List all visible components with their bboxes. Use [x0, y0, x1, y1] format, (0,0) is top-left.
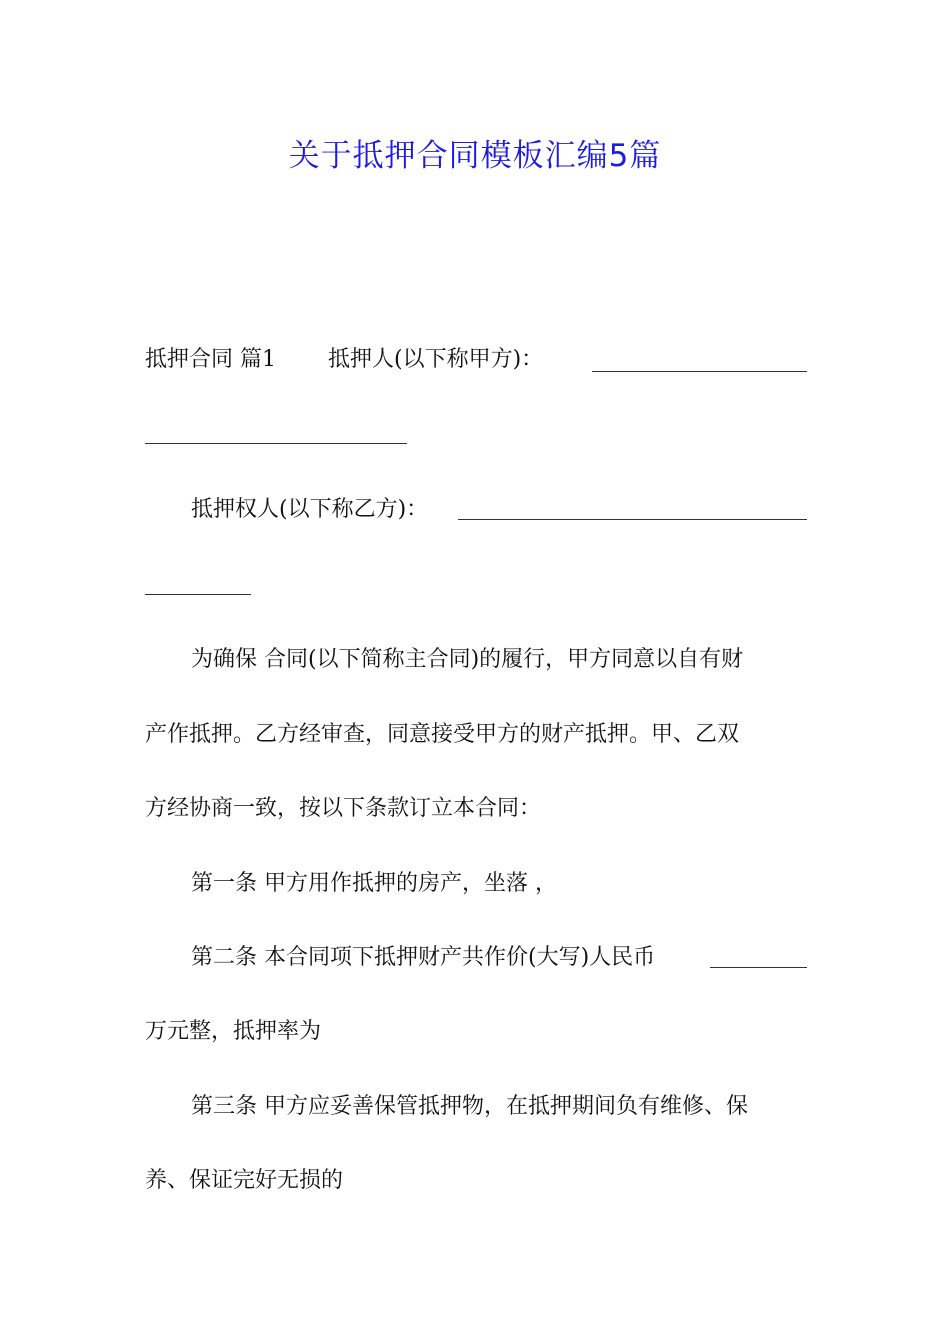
amount-blank [710, 966, 807, 968]
paragraph-line: 为确保 合同(以下简称主合同)的履行，甲方同意以自有财 [191, 647, 744, 672]
contract-heading: 抵押合同 篇1 [145, 347, 276, 372]
article-2-text: 第二条 本合同项下抵押财产共作价(大写)人民币 [191, 945, 656, 970]
pledgee-line [145, 495, 807, 525]
pledgee-blank [458, 518, 807, 520]
article-2-continued: 万元整，抵押率为 [145, 1019, 322, 1044]
pledgor-label: 抵押人(以下称甲方)： [328, 347, 544, 372]
pledgor-blank [592, 370, 807, 372]
article-1: 第一条 甲方用作抵押的房产，坐落 ， [191, 871, 557, 896]
article-2 [145, 943, 807, 973]
paragraph-line: 产作抵押。乙方经审查，同意接受甲方的财产抵押。甲、乙双 [145, 722, 740, 747]
pledgee-label: 抵押权人(以下称乙方)： [191, 497, 429, 522]
document-title: 关于抵押合同模板汇编5篇 [288, 138, 662, 174]
paragraph-line: 方经协商一致，按以下条款订立本合同： [145, 796, 542, 821]
pledgee-blank-continued [145, 593, 251, 595]
article-3-continued: 养、保证完好无损的 [145, 1168, 344, 1193]
article-3: 第三条 甲方应妥善保管抵押物，在抵押期间负有维修、保 [191, 1094, 748, 1119]
pledgor-blank-continued [145, 442, 407, 444]
